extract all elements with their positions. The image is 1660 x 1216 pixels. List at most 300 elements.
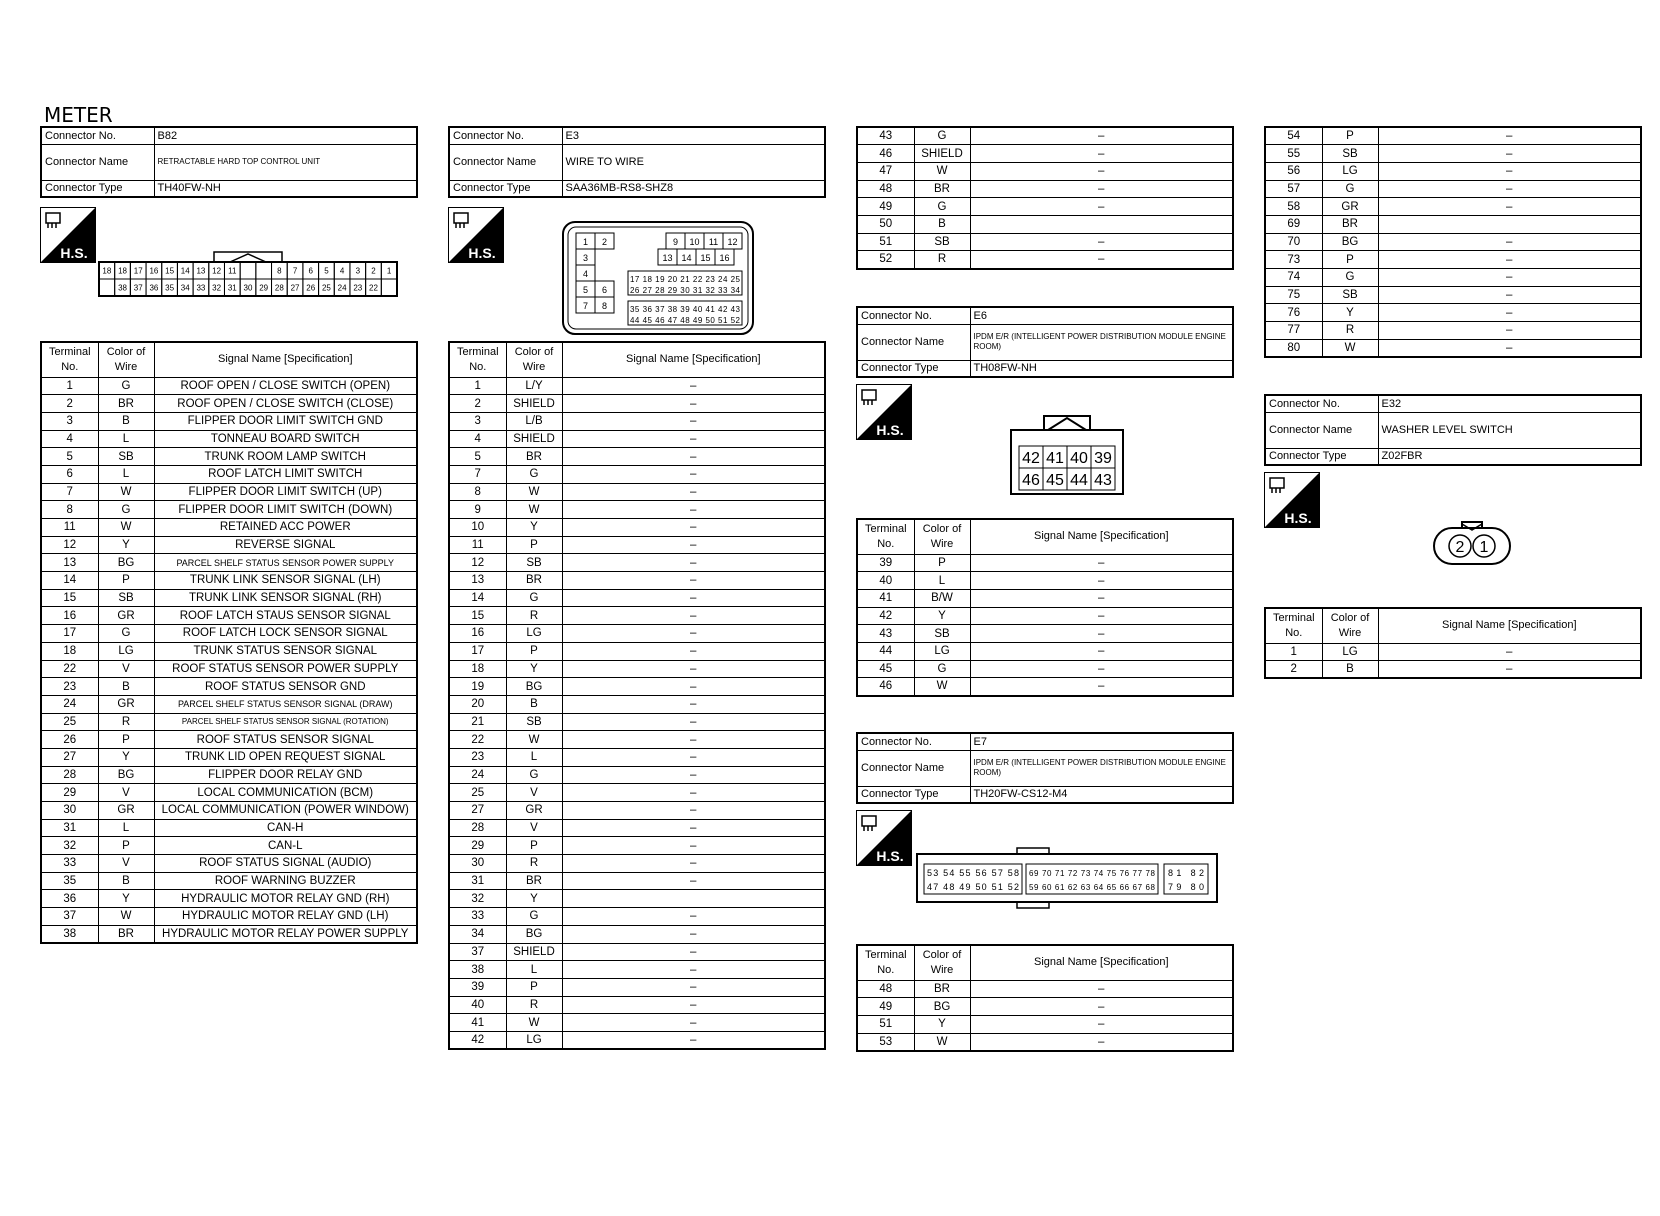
wire-color-cell: BR (914, 980, 970, 998)
pin-label: 31 (227, 283, 237, 293)
pin-label: 3 (355, 266, 361, 276)
table-row (857, 251, 1233, 269)
terminal-no-cell: 29 (449, 837, 506, 855)
svg-text:53 54 55 56 57 58: 53 54 55 56 57 58 (927, 868, 1019, 878)
wire-color-cell: BR (98, 925, 154, 943)
wire-color-cell: BG (506, 678, 562, 696)
table-row (41, 855, 417, 873)
connector-type-label: Connector Type (1265, 448, 1378, 465)
terminal-no-cell: 44 (857, 642, 914, 660)
table-row (1265, 127, 1641, 145)
table-row (857, 215, 1233, 233)
table-row (449, 1014, 825, 1032)
table-row (1265, 180, 1641, 198)
signal-name-cell: – (970, 980, 1233, 998)
signal-name-cell: – (1378, 162, 1641, 180)
table-row (449, 519, 825, 537)
pin-label: 1 (386, 266, 392, 276)
signal-name-cell: CAN-L (154, 837, 417, 855)
table-row (449, 731, 825, 749)
terminal-no-cell: 30 (41, 802, 98, 820)
svg-text:8: 8 (601, 301, 608, 311)
table-row (41, 536, 417, 554)
terminal-no-cell: 50 (857, 215, 914, 233)
wire-color-cell: GR (98, 695, 154, 713)
signal-name-cell: – (562, 448, 825, 466)
terminal-no-cell: 24 (41, 695, 98, 713)
wire-color-cell: B (914, 215, 970, 233)
pin-label: 35 (165, 283, 175, 293)
table-row (857, 180, 1233, 198)
wire-color-cell: P (914, 554, 970, 572)
terminal-no-cell: 30 (449, 855, 506, 873)
svg-text:59 60 61 62 63 64 65 66 67 68: 59 60 61 62 63 64 65 66 67 68 (1029, 883, 1155, 892)
wire-color-cell: L (506, 961, 562, 979)
signal-name-cell: ROOF LATCH LOCK SENSOR SIGNAL (154, 625, 417, 643)
connector-b82-section (40, 126, 418, 198)
table-row (449, 978, 825, 996)
terminal-no-header: Terminal No. (1265, 608, 1322, 643)
wire-color-cell: R (914, 251, 970, 269)
wire-color-cell: B (98, 412, 154, 430)
terminal-no-cell: 56 (1265, 162, 1322, 180)
connector-type-label: Connector Type (449, 180, 562, 197)
signal-name-cell: – (970, 162, 1233, 180)
e6-terminal-table-wrap (856, 518, 1234, 697)
signal-name-cell: – (970, 660, 1233, 678)
terminal-no-cell: 11 (41, 519, 98, 537)
signal-name-cell: – (1378, 643, 1641, 661)
signal-name-cell: – (562, 536, 825, 554)
signal-name-cell: – (562, 695, 825, 713)
signal-name-cell: RETAINED ACC POWER (154, 519, 417, 537)
table-row (1265, 661, 1641, 679)
wire-color-cell: P (506, 978, 562, 996)
wire-color-cell: B (506, 695, 562, 713)
svg-text:14: 14 (681, 253, 692, 263)
svg-text:H.S.: H.S. (876, 422, 904, 438)
pin-label: 32 (212, 283, 222, 293)
table-row (41, 642, 417, 660)
connector-no-label: Connector No. (857, 307, 970, 324)
terminal-no-cell: 5 (41, 448, 98, 466)
terminal-no-cell: 41 (449, 1014, 506, 1032)
table-row (41, 660, 417, 678)
table-row (449, 802, 825, 820)
hs-icon (1264, 472, 1320, 528)
terminal-no-cell: 25 (449, 784, 506, 802)
signal-name-cell: – (562, 1014, 825, 1032)
connector-no-label: Connector No. (449, 127, 562, 144)
connector-name-value: WASHER LEVEL SWITCH (1378, 412, 1641, 448)
table-row (449, 908, 825, 926)
signal-name-cell: – (970, 198, 1233, 216)
wire-color-cell: G (506, 465, 562, 483)
wire-color-cell: SHIELD (506, 395, 562, 413)
signal-name-cell: – (562, 607, 825, 625)
connector-name-value: IPDM E/R (INTELLIGENT POWER DISTRIBUTION MODULE ENGINE ROOM) (970, 324, 1233, 360)
wire-color-cell: W (98, 908, 154, 926)
table-row (41, 572, 417, 590)
signal-name-cell: FLIPPER DOOR LIMIT SWITCH (DOWN) (154, 501, 417, 519)
pin-label: 14 (180, 266, 190, 276)
table-row (857, 980, 1233, 998)
e3-terminal-table (448, 341, 826, 1050)
signal-name-cell: TRUNK ROOM LAMP SWITCH (154, 448, 417, 466)
signal-name-cell: – (970, 180, 1233, 198)
table-row (449, 925, 825, 943)
connector-no-label: Connector No. (857, 733, 970, 750)
wire-color-cell: W (98, 519, 154, 537)
wire-color-cell: W (506, 501, 562, 519)
terminal-no-cell: 12 (41, 536, 98, 554)
svg-text:11: 11 (708, 237, 719, 247)
svg-text:H.S.: H.S. (876, 848, 904, 864)
terminal-no-cell: 1 (41, 377, 98, 395)
signal-name-cell: ROOF OPEN / CLOSE SWITCH (CLOSE) (154, 395, 417, 413)
svg-text:9: 9 (672, 237, 679, 247)
terminal-no-cell: 47 (857, 162, 914, 180)
pin-label: 42 (1022, 449, 1040, 467)
wire-color-cell: SB (914, 625, 970, 643)
terminal-no-cell: 13 (41, 554, 98, 572)
signal-name-cell (562, 890, 825, 908)
signal-name-cell: – (562, 519, 825, 537)
wire-color-cell: R (98, 713, 154, 731)
terminal-no-cell: 38 (449, 961, 506, 979)
table-row (449, 819, 825, 837)
wire-color-cell: G (506, 908, 562, 926)
color-of-wire-header: Color of Wire (98, 342, 154, 377)
wire-color-cell: BR (506, 872, 562, 890)
table-row (449, 837, 825, 855)
pin-label: 11 (228, 266, 237, 276)
connector-name-value: WIRE TO WIRE (562, 144, 825, 180)
terminal-no-cell: 76 (1265, 304, 1322, 322)
signal-name-cell: LOCAL COMMUNICATION (POWER WINDOW) (154, 802, 417, 820)
terminal-no-cell: 3 (449, 412, 506, 430)
connector-b82-face (98, 248, 398, 307)
terminal-no-cell: 39 (449, 978, 506, 996)
wire-color-cell: LG (1322, 643, 1378, 661)
terminal-no-cell: 14 (41, 572, 98, 590)
wire-color-cell: BG (914, 998, 970, 1016)
svg-text:35 36 37 38 39 40 41 42 43: 35 36 37 38 39 40 41 42 43 (630, 305, 740, 314)
pin-label: 15 (165, 266, 175, 276)
terminal-no-cell: 42 (857, 607, 914, 625)
wire-color-cell: P (98, 837, 154, 855)
wire-color-cell: P (98, 731, 154, 749)
connector-e7-section (856, 732, 1234, 804)
wire-color-cell: BG (98, 766, 154, 784)
connector-name-label: Connector Name (1265, 412, 1378, 448)
wire-color-cell: SHIELD (506, 430, 562, 448)
terminal-no-cell: 37 (41, 908, 98, 926)
terminal-no-cell: 1 (1265, 643, 1322, 661)
wire-color-cell: L (98, 465, 154, 483)
terminal-no-cell: 58 (1265, 198, 1322, 216)
table-row (449, 784, 825, 802)
pin-label: 33 (196, 283, 206, 293)
connector-e32-face (1432, 518, 1512, 573)
signal-name-cell: – (970, 1015, 1233, 1033)
table-row (449, 448, 825, 466)
pin-label: 44 (1070, 471, 1088, 489)
table-row (449, 501, 825, 519)
terminal-no-cell: 48 (857, 980, 914, 998)
wire-color-cell: BR (506, 448, 562, 466)
table-row (449, 766, 825, 784)
table-row (1265, 233, 1641, 251)
wire-color-cell: W (98, 483, 154, 501)
svg-text:1: 1 (582, 237, 589, 247)
b82-terminal-table-wrap (40, 341, 418, 944)
table-row (857, 554, 1233, 572)
pin-label: 6 (308, 266, 313, 276)
wire-color-cell: SB (98, 589, 154, 607)
terminal-no-cell: 12 (449, 554, 506, 572)
table-row (449, 412, 825, 430)
signal-name-cell: – (562, 961, 825, 979)
svg-text:44 45 46 47 48 49 50 51 52: 44 45 46 47 48 49 50 51 52 (630, 316, 740, 325)
terminal-no-cell: 24 (449, 766, 506, 784)
table-row (857, 233, 1233, 251)
table-row (857, 998, 1233, 1016)
table-row (449, 996, 825, 1014)
pin-label: 23 (353, 283, 363, 293)
pin-label: 28 (274, 283, 284, 293)
svg-text:79 80: 79 80 (1168, 882, 1204, 892)
terminal-no-cell: 42 (449, 1031, 506, 1049)
signal-name-cell: – (562, 802, 825, 820)
svg-text:4: 4 (582, 269, 589, 279)
connector-name-value: IPDM E/R (INTELLIGENT POWER DISTRIBUTION MODULE ENGINE ROOM) (970, 750, 1233, 786)
connector-name-value: RETRACTABLE HARD TOP CONTROL UNIT (154, 144, 417, 180)
pin-label: 29 (259, 283, 269, 293)
pin-label: 34 (180, 283, 190, 293)
wire-color-cell: GR (506, 802, 562, 820)
terminal-no-cell: 16 (449, 625, 506, 643)
connector-no-label: Connector No. (41, 127, 154, 144)
signal-name-cell: – (970, 572, 1233, 590)
terminal-no-cell: 46 (857, 145, 914, 163)
color-of-wire-header: Color of Wire (506, 342, 562, 377)
terminal-no-cell: 7 (449, 465, 506, 483)
terminal-no-cell: 20 (449, 695, 506, 713)
wire-color-cell: Y (914, 607, 970, 625)
e7-terminal-table-continued (1264, 126, 1642, 358)
signal-name-cell: – (1378, 661, 1641, 679)
connector-e7-info (856, 732, 1234, 804)
table-row (857, 660, 1233, 678)
connector-type-value: SAA36MB-RS8-SHZ8 (562, 180, 825, 197)
wire-color-cell: BR (914, 180, 970, 198)
signal-name-cell: – (1378, 251, 1641, 269)
connector-e6-info (856, 306, 1234, 378)
table-row (449, 395, 825, 413)
pin-label: 1 (1479, 539, 1489, 556)
wire-color-cell: BG (506, 925, 562, 943)
terminal-no-cell: 51 (857, 1015, 914, 1033)
wire-color-cell: B (98, 678, 154, 696)
table-row (449, 890, 825, 908)
signal-name-cell: ROOF LATCH LIMIT SWITCH (154, 465, 417, 483)
terminal-no-cell: 7 (41, 483, 98, 501)
signal-name-cell: LOCAL COMMUNICATION (BCM) (154, 784, 417, 802)
signal-name-cell: – (562, 855, 825, 873)
pin-label: 7 (292, 266, 298, 276)
terminal-no-cell: 29 (41, 784, 98, 802)
terminal-no-cell: 23 (449, 748, 506, 766)
svg-text:H.S.: H.S. (468, 245, 496, 261)
table-row (41, 802, 417, 820)
signal-name-cell: – (562, 678, 825, 696)
table-row (41, 713, 417, 731)
table-row (857, 642, 1233, 660)
signal-name-cell: TRUNK LINK SENSOR SIGNAL (LH) (154, 572, 417, 590)
signal-name-header: Signal Name [Specification] (970, 945, 1233, 980)
hs-icon (856, 384, 912, 440)
connector-no-value: B82 (154, 127, 417, 144)
wire-color-cell: SB (1322, 145, 1378, 163)
table-row (1265, 304, 1641, 322)
terminal-no-cell: 4 (449, 430, 506, 448)
connector-type-value: TH40FW-NH (154, 180, 417, 197)
wire-color-cell: LG (506, 1031, 562, 1049)
pin-label: 36 (149, 283, 159, 293)
signal-name-cell: – (562, 925, 825, 943)
terminal-no-cell: 28 (41, 766, 98, 784)
wire-color-cell: P (1322, 251, 1378, 269)
table-row (449, 943, 825, 961)
table-row (41, 519, 417, 537)
table-row (449, 465, 825, 483)
color-of-wire-header: Color of Wire (1322, 608, 1378, 643)
connector-e3-info (448, 126, 826, 198)
table-row (1265, 198, 1641, 216)
terminal-no-cell: 80 (1265, 339, 1322, 357)
terminal-no-cell: 70 (1265, 233, 1322, 251)
terminal-no-cell: 51 (857, 233, 914, 251)
connector-type-value: Z02FBR (1378, 448, 1641, 465)
table-row (857, 198, 1233, 216)
terminal-no-cell: 5 (449, 448, 506, 466)
pin-label: 2 (1455, 539, 1465, 556)
wire-color-cell: Y (506, 660, 562, 678)
terminal-no-cell: 15 (41, 589, 98, 607)
wire-color-cell: V (506, 819, 562, 837)
table-row (41, 625, 417, 643)
pin-label: 37 (133, 283, 143, 293)
signal-name-cell: – (970, 1033, 1233, 1051)
terminal-no-cell: 46 (857, 678, 914, 696)
table-row (449, 642, 825, 660)
signal-name-cell: – (562, 625, 825, 643)
wire-color-cell: G (1322, 269, 1378, 287)
signal-name-cell: – (562, 731, 825, 749)
table-row (41, 925, 417, 943)
pin-label: 17 (133, 266, 143, 276)
connector-e6-face (1010, 412, 1124, 501)
connector-b82-info (40, 126, 418, 198)
signal-name-cell: – (1378, 339, 1641, 357)
terminal-no-cell: 49 (857, 998, 914, 1016)
signal-name-cell: HYDRAULIC MOTOR RELAY GND (LH) (154, 908, 417, 926)
wire-color-cell: SB (506, 554, 562, 572)
terminal-no-cell: 33 (449, 908, 506, 926)
wire-color-cell: L (98, 430, 154, 448)
table-row (41, 483, 417, 501)
signal-name-cell: – (562, 1031, 825, 1049)
pin-label: 46 (1022, 471, 1040, 489)
svg-text:81 82: 81 82 (1168, 868, 1204, 878)
e3-terminal-table-continued-wrap (856, 126, 1234, 270)
pin-label: 13 (196, 266, 206, 276)
pin-label: 39 (1094, 449, 1112, 467)
table-row (41, 430, 417, 448)
terminal-no-header: Terminal No. (857, 945, 914, 980)
wire-color-cell: V (98, 855, 154, 873)
terminal-no-cell: 11 (449, 536, 506, 554)
svg-text:16: 16 (719, 253, 730, 263)
table-row (449, 678, 825, 696)
wire-color-cell: G (914, 127, 970, 145)
table-row (1265, 322, 1641, 340)
terminal-no-cell: 17 (449, 642, 506, 660)
pin-label: 18 (118, 266, 127, 276)
wire-color-cell: Y (98, 536, 154, 554)
wire-color-cell: GR (1322, 198, 1378, 216)
terminal-no-cell: 49 (857, 198, 914, 216)
pin-label: 30 (243, 283, 253, 293)
signal-name-cell: ROOF OPEN / CLOSE SWITCH (OPEN) (154, 377, 417, 395)
signal-name-cell: ROOF STATUS SIGNAL (AUDIO) (154, 855, 417, 873)
wire-color-cell: BG (98, 554, 154, 572)
table-row (1265, 145, 1641, 163)
terminal-no-cell: 2 (449, 395, 506, 413)
terminal-no-cell: 45 (857, 660, 914, 678)
wire-color-cell: V (98, 660, 154, 678)
terminal-no-cell: 31 (41, 819, 98, 837)
terminal-no-cell: 54 (1265, 127, 1322, 145)
table-row (1265, 643, 1641, 661)
connector-name-label: Connector Name (857, 750, 970, 786)
wire-color-cell: V (98, 784, 154, 802)
e32-terminal-table-wrap (1264, 607, 1642, 679)
wire-color-cell: L (98, 819, 154, 837)
terminal-no-cell: 55 (1265, 145, 1322, 163)
connector-type-label: Connector Type (857, 360, 970, 377)
wire-color-cell: GR (98, 607, 154, 625)
wire-color-cell: G (1322, 180, 1378, 198)
wire-color-cell: V (506, 784, 562, 802)
signal-name-cell: – (1378, 322, 1641, 340)
table-row (41, 695, 417, 713)
terminal-no-cell: 57 (1265, 180, 1322, 198)
table-row (449, 660, 825, 678)
wire-color-cell: SB (98, 448, 154, 466)
e7-terminal-table-wrap (856, 944, 1234, 1052)
connector-type-label: Connector Type (41, 180, 154, 197)
terminal-no-header: Terminal No. (449, 342, 506, 377)
signal-name-cell: FLIPPER DOOR LIMIT SWITCH GND (154, 412, 417, 430)
hs-icon (448, 207, 504, 263)
signal-name-cell: – (562, 908, 825, 926)
terminal-no-cell: 32 (41, 837, 98, 855)
signal-name-cell: TRUNK LINK SENSOR SIGNAL (RH) (154, 589, 417, 607)
wire-color-cell: BR (98, 395, 154, 413)
wire-color-cell: B (98, 872, 154, 890)
